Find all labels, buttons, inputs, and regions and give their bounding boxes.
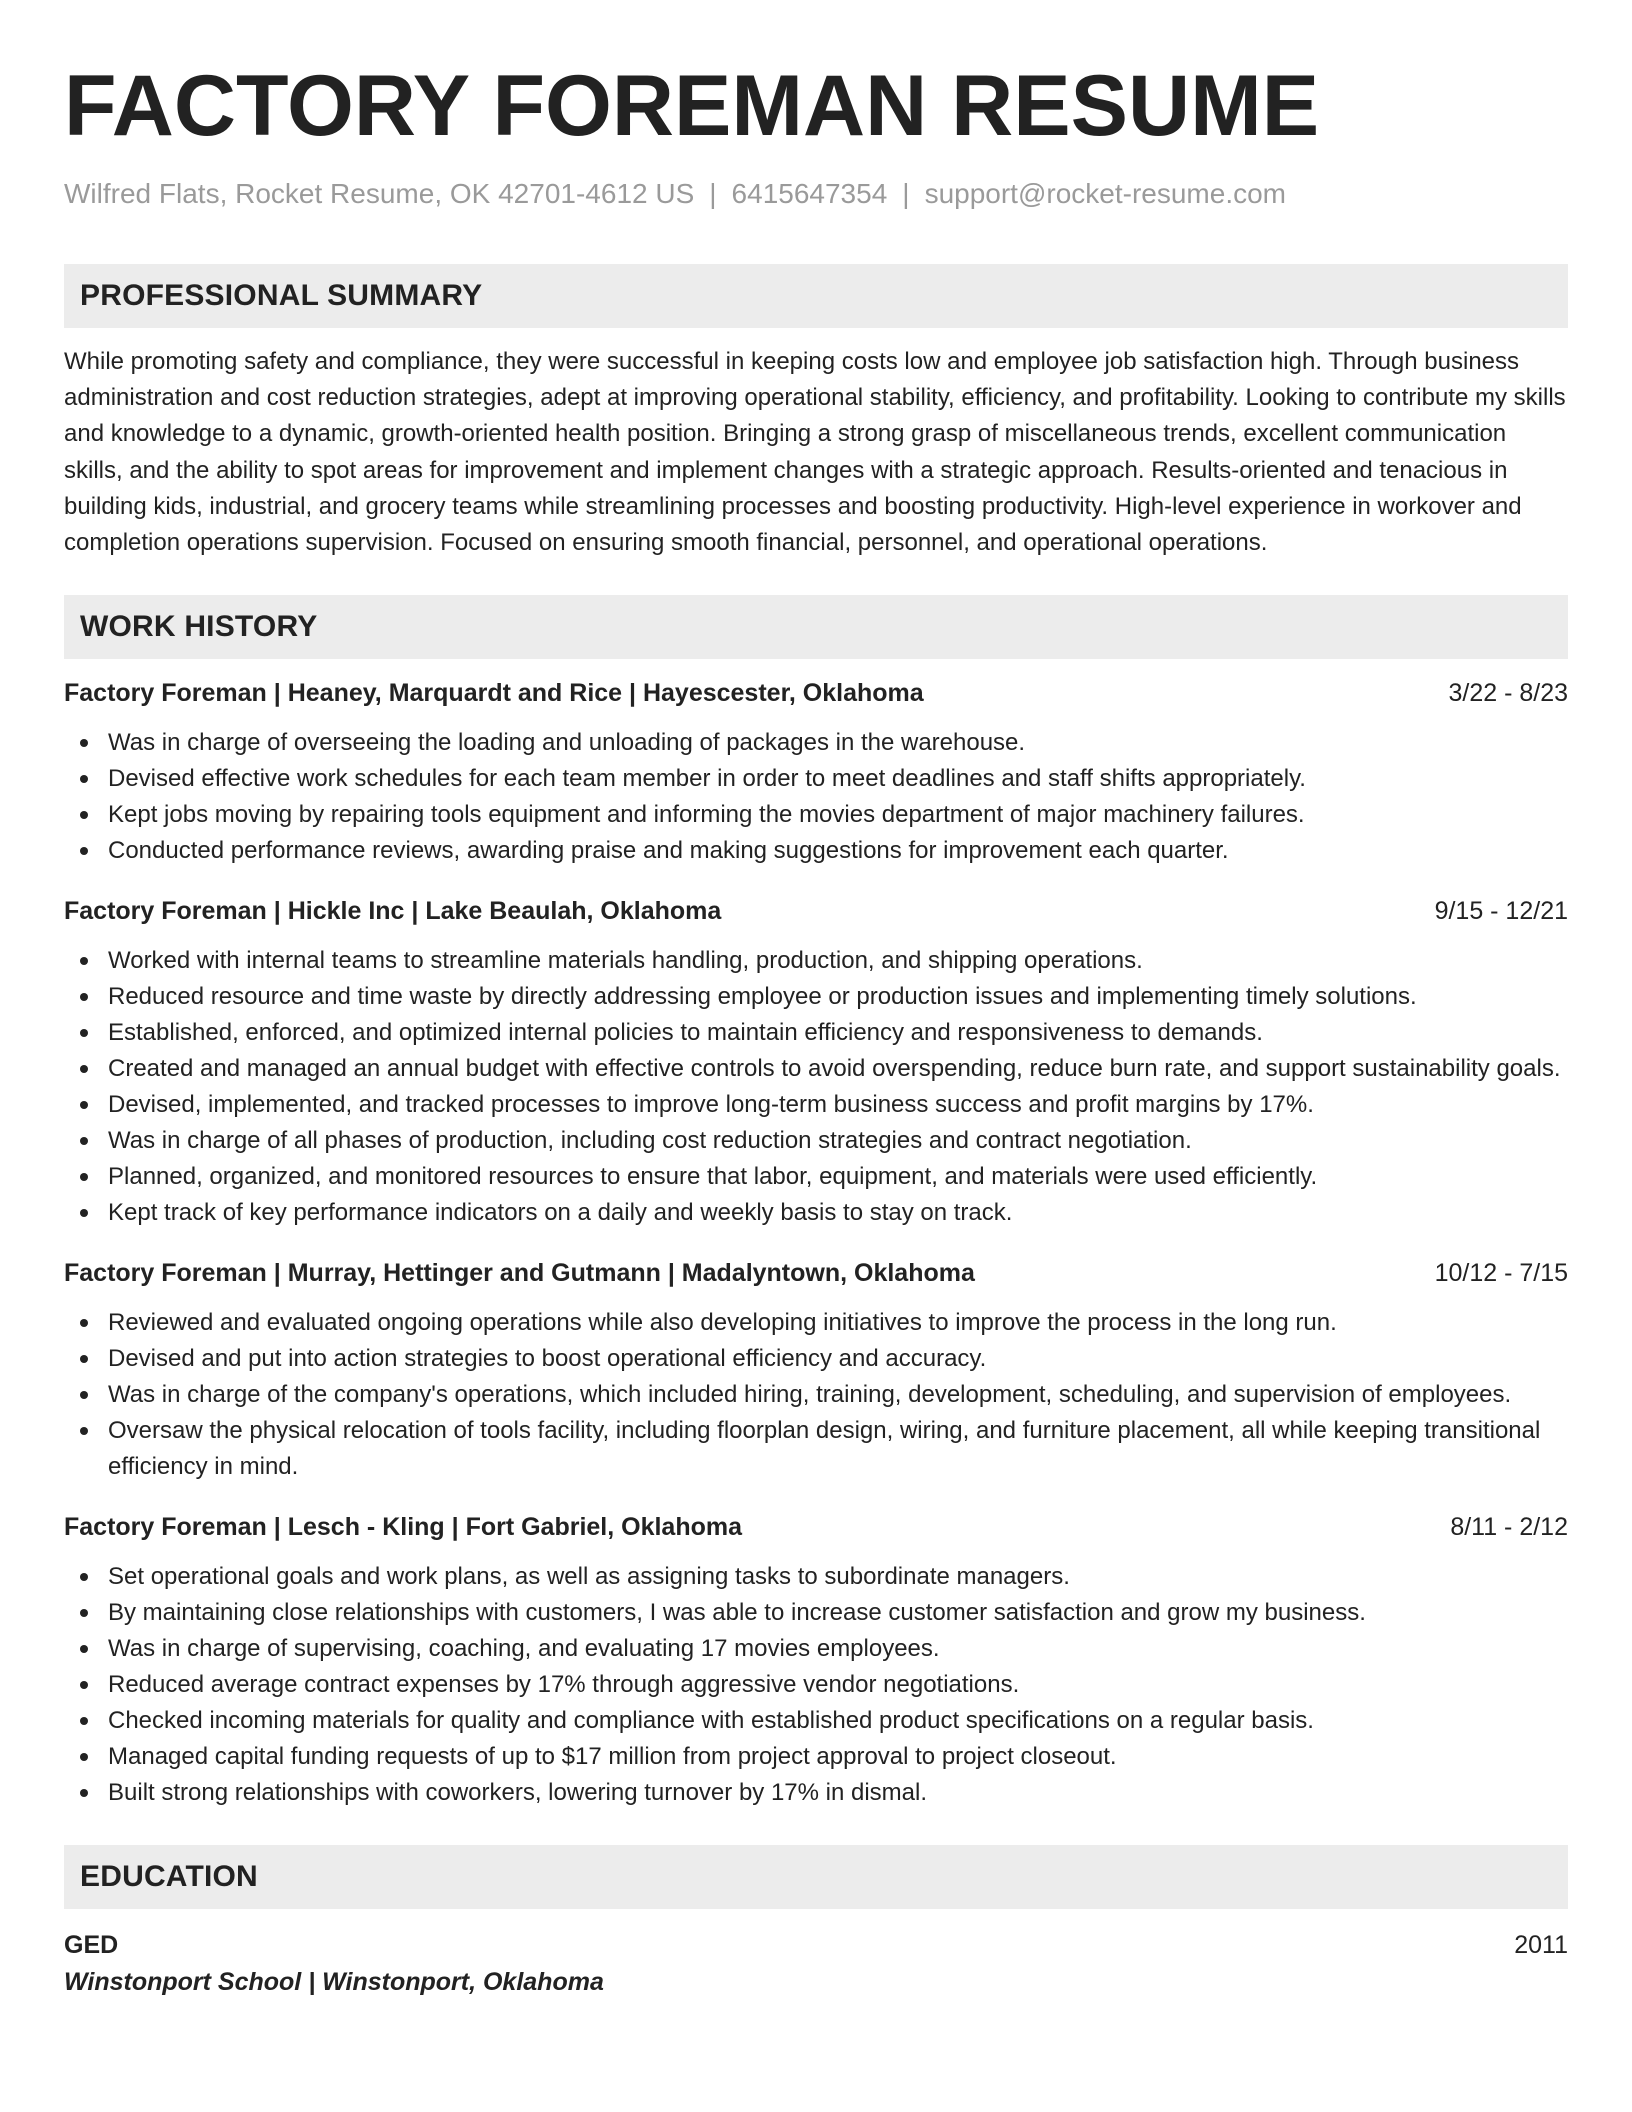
job-bullet-list bbox=[64, 1305, 1568, 1485]
section-header-summary: PROFESSIONAL SUMMARY bbox=[64, 264, 1568, 328]
section-header-education: EDUCATION bbox=[64, 1845, 1568, 1909]
job-bullet: Set operational goals and work plans, as well as assigning tasks to subordinate managers. bbox=[64, 1559, 1568, 1595]
contact-email: support@rocket-resume.com bbox=[924, 178, 1286, 209]
contact-line bbox=[64, 176, 1568, 212]
work-history-list bbox=[64, 675, 1568, 1811]
job-bullet: Checked incoming materials for quality and compliance with established product specifications on a regular basis. bbox=[64, 1703, 1568, 1739]
education-entry bbox=[64, 1927, 1568, 2001]
job-bullet: Reviewed and evaluated ongoing operations while also developing initiatives to improve the process in the long run. bbox=[64, 1305, 1568, 1341]
job-title: Factory Foreman | Hickle Inc | Lake Beaulah, Oklahoma bbox=[64, 897, 722, 926]
job-bullet: Planned, organized, and monitored resources to ensure that labor, equipment, and materials were used efficiently. bbox=[64, 1159, 1568, 1195]
job-entry bbox=[64, 675, 1568, 869]
job-header bbox=[64, 1509, 1568, 1545]
education-degree: GED bbox=[64, 1931, 119, 1960]
job-entry bbox=[64, 893, 1568, 1231]
job-dates: 3/22 - 8/23 bbox=[1448, 679, 1568, 708]
job-bullet: Established, enforced, and optimized internal policies to maintain efficiency and responsiveness to demands. bbox=[64, 1015, 1568, 1051]
job-bullet: Reduced resource and time waste by directly addressing employee or production issues and implementing timely solutions. bbox=[64, 979, 1568, 1015]
summary-text: While promoting safety and compliance, they were successful in keeping costs low and employee job satisfaction high. Through business administration and cost reduction strategies, adept at improving operational stability, efficiency, and profitability. Looking to contribute my skills and knowledge to a dynamic, growth-oriented health position. Bringing a strong grasp of miscellaneous trends, excellent communication skills, and the ability to spot areas for improvement and implement changes with a strategic approach. Results-oriented and tenacious in building kids, industrial, and grocery teams while streamlining processes and boosting productivity. High-level experience in workover and completion operations supervision. Focused on ensuring smooth financial, personnel, and operational operations. bbox=[64, 348, 1566, 557]
contact-address: Wilfred Flats, Rocket Resume, OK 42701-4612 US bbox=[64, 178, 695, 209]
job-bullet: Worked with internal teams to streamline materials handling, production, and shipping operations. bbox=[64, 943, 1568, 979]
job-bullet: Was in charge of overseeing the loading and unloading of packages in the warehouse. bbox=[64, 725, 1568, 761]
job-dates: 9/15 - 12/21 bbox=[1434, 897, 1568, 926]
job-bullet: Built strong relationships with coworkers, lowering turnover by 17% in dismal. bbox=[64, 1775, 1568, 1811]
job-header bbox=[64, 893, 1568, 929]
job-title: Factory Foreman | Lesch - Kling | Fort Gabriel, Oklahoma bbox=[64, 1513, 743, 1542]
education-school: Winstonport School | Winstonport, Oklahoma bbox=[64, 1968, 604, 1997]
job-header bbox=[64, 1255, 1568, 1291]
job-bullet-list bbox=[64, 1559, 1568, 1811]
job-entry bbox=[64, 1255, 1568, 1485]
job-bullet: Conducted performance reviews, awarding praise and making suggestions for improvement each quarter. bbox=[64, 833, 1568, 869]
job-bullet: Created and managed an annual budget with effective controls to avoid overspending, reduce burn rate, and support sustainability goals. bbox=[64, 1051, 1568, 1087]
job-dates: 8/11 - 2/12 bbox=[1450, 1513, 1568, 1542]
job-entry bbox=[64, 1509, 1568, 1811]
job-bullet: Was in charge of supervising, coaching, and evaluating 17 movies employees. bbox=[64, 1631, 1568, 1667]
job-bullet-list bbox=[64, 725, 1568, 869]
job-bullet: Devised effective work schedules for each team member in order to meet deadlines and staff shifts appropriately. bbox=[64, 761, 1568, 797]
job-dates: 10/12 - 7/15 bbox=[1434, 1259, 1568, 1288]
job-bullet: Kept track of key performance indicators on a daily and weekly basis to stay on track. bbox=[64, 1195, 1568, 1231]
job-bullet: Devised, implemented, and tracked processes to improve long-term business success and profit margins by 17%. bbox=[64, 1087, 1568, 1123]
job-bullet: Devised and put into action strategies to boost operational efficiency and accuracy. bbox=[64, 1341, 1568, 1377]
education-entry-header bbox=[64, 1927, 1568, 1963]
job-bullet: Kept jobs moving by repairing tools equipment and informing the movies department of major machinery failures. bbox=[64, 797, 1568, 833]
section-header-work-history: WORK HISTORY bbox=[64, 595, 1568, 659]
job-bullet: By maintaining close relationships with customers, I was able to increase customer satisfaction and grow my business. bbox=[64, 1595, 1568, 1631]
job-bullet: Reduced average contract expenses by 17% through aggressive vendor negotiations. bbox=[64, 1667, 1568, 1703]
resume-title: FACTORY FOREMAN RESUME bbox=[64, 58, 1320, 154]
job-bullet: Was in charge of the company's operations, which included hiring, training, development, scheduling, and supervision of employees. bbox=[64, 1377, 1568, 1413]
job-title: Factory Foreman | Heaney, Marquardt and Rice | Hayescester, Oklahoma bbox=[64, 679, 924, 708]
job-header bbox=[64, 675, 1568, 711]
contact-phone: 6415647354 bbox=[731, 178, 888, 209]
job-bullet: Oversaw the physical relocation of tools facility, including floorplan design, wiring, and furniture placement, all while keeping transitional efficiency in mind. bbox=[64, 1413, 1568, 1485]
education-year: 2011 bbox=[1514, 1931, 1568, 1960]
job-bullet: Managed capital funding requests of up to $17 million from project approval to project closeout. bbox=[64, 1739, 1568, 1775]
contact-separator: | bbox=[709, 178, 717, 209]
job-bullet: Was in charge of all phases of production, including cost reduction strategies and contract negotiation. bbox=[64, 1123, 1568, 1159]
job-title: Factory Foreman | Murray, Hettinger and Gutmann | Madalyntown, Oklahoma bbox=[64, 1259, 975, 1288]
contact-separator: | bbox=[902, 178, 910, 209]
job-bullet-list bbox=[64, 943, 1568, 1231]
